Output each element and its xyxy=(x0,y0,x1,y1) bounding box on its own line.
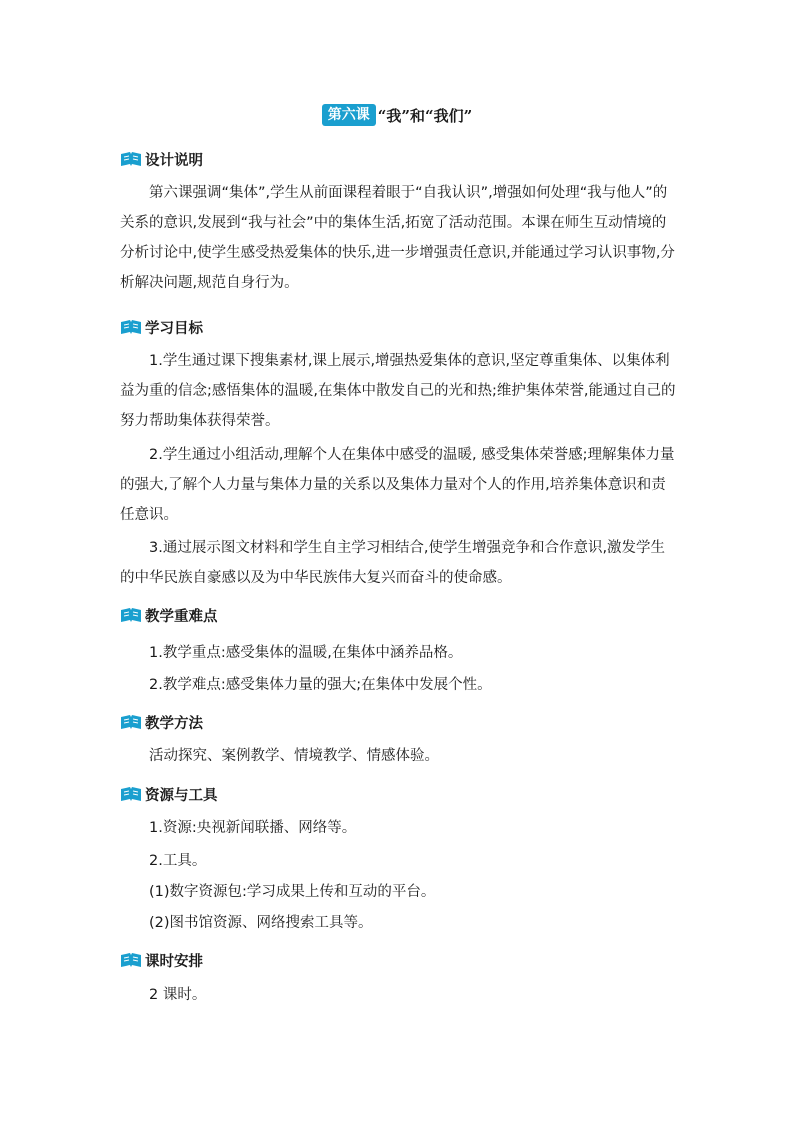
book-icon xyxy=(120,786,142,803)
list-item: (2)图书馆资源、网络搜索工具等。 xyxy=(149,915,373,931)
section-heading-resources xyxy=(120,784,218,805)
lesson-badge: 第六课 xyxy=(322,104,376,126)
lesson-title: “我”和“我们” xyxy=(377,106,473,125)
list-item: 活动探究、案例教学、情境教学、情感体验。 xyxy=(149,748,439,764)
paragraph: 3.通过展示图文材料和学生自主学习相结合,使学生增强竞争和合作意识,激发学生的中华民族自豪感以及为中华民族伟大复兴而奋斗的使命感。 xyxy=(120,540,666,586)
section-title: 教学重难点 xyxy=(145,609,218,625)
section-heading-keypoints xyxy=(120,605,218,626)
list-item: 2 课时。 xyxy=(149,987,207,1003)
list-item: 1.资源:央视新闻联播、网络等。 xyxy=(149,820,357,836)
book-icon xyxy=(120,714,142,731)
paragraph: 1.学生通过课下搜集素材,课上展示,增强热爱集体的意识,坚定尊重集体、以集体利益为重的信念;感悟集体的温暖,在集体中散发自己的光和热;维护集体荣誉,能通过自己的努力帮助集体获得荣誉。 xyxy=(120,353,676,429)
book-icon xyxy=(120,319,142,336)
page-title xyxy=(0,104,794,126)
section-title: 设计说明 xyxy=(145,153,203,169)
paragraph: 2.学生通过小组活动,理解个人在集体中感受的温暖, 感受集体荣誉感;理解集体力量的强大,了解个人力量与集体力量的关系以及集体力量对个人的作用,培养集体意识和责任意识。 xyxy=(120,447,675,523)
section-heading-goals xyxy=(120,317,203,338)
book-icon xyxy=(120,151,142,168)
section-title: 资源与工具 xyxy=(145,788,218,804)
section-heading-schedule xyxy=(120,950,203,971)
list-item: 2.教学难点:感受集体力量的强大;在集体中发展个性。 xyxy=(149,677,492,693)
list-item: 2.工具。 xyxy=(149,853,207,869)
section-title: 课时安排 xyxy=(145,954,203,970)
book-icon xyxy=(120,952,142,969)
paragraph: 第六课强调“集体”,学生从前面课程着眼于“自我认识”,增强如何处理“我与他人”的关系的意识,发展到“我与社会”中的集体生活,拓宽了活动范围。本课在师生互动情境的分析讨论中,使学生感受热爱集体的快乐,进一步增强责任意识,并能通过学习认识事物,分析解决问题,规范自身行为。 xyxy=(120,185,675,291)
book-icon xyxy=(120,607,142,624)
section-title: 学习目标 xyxy=(145,321,203,337)
section-title: 教学方法 xyxy=(145,716,203,732)
section-heading-methods xyxy=(120,712,203,733)
list-item: (1)数字资源包:学习成果上传和互动的平台。 xyxy=(149,884,436,900)
list-item: 1.教学重点:感受集体的温暖,在集体中涵养品格。 xyxy=(149,645,463,661)
section-heading-design xyxy=(120,149,203,170)
